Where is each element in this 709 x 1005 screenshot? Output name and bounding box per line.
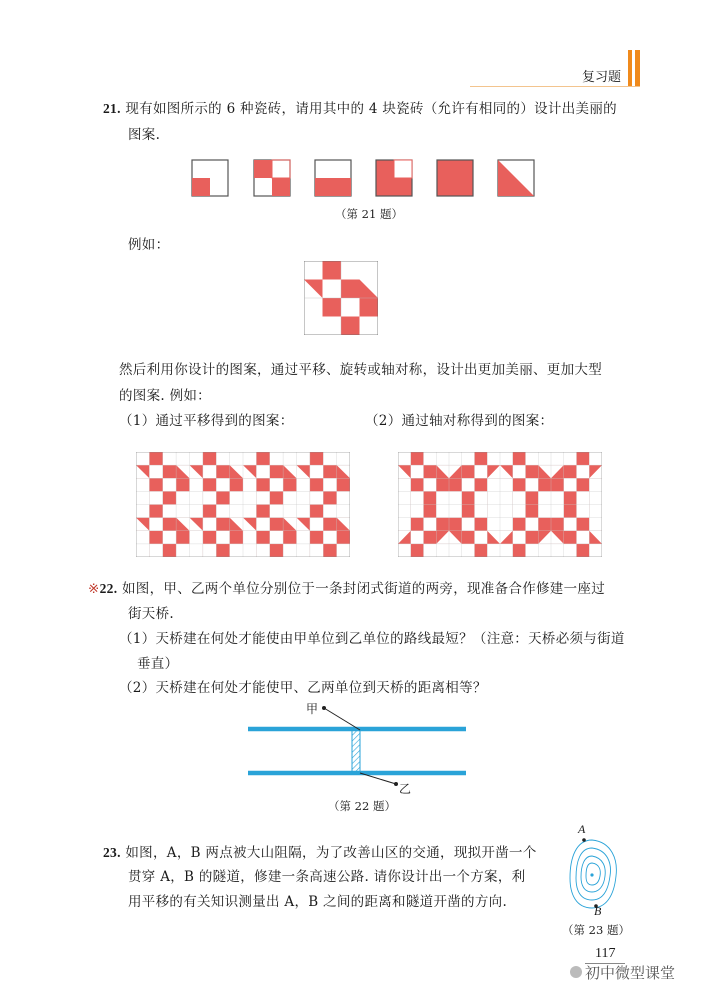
q22-sub1a: （1）天桥建在何处才能使由甲单位到乙单位的路线最短？（注意：天桥必须与街道 — [119, 631, 625, 647]
page-number: 117 — [595, 946, 616, 961]
unit-jia-point — [322, 706, 326, 710]
q23-line1 — [103, 842, 537, 864]
q22-number: 22. — [99, 581, 118, 596]
q22-line1 — [88, 578, 605, 600]
watermark-icon — [570, 966, 582, 978]
q21-caption: （第 21 题） — [335, 207, 403, 221]
q21-text3: 然后利用你设计的图案，通过平移、旋转或轴对称，设计出更加美丽、更加大型 — [119, 362, 602, 378]
translation-pattern — [136, 452, 350, 557]
label-a: A — [578, 822, 586, 836]
reflection-pattern — [398, 452, 602, 557]
tile-5 — [437, 160, 473, 196]
q21-sub2: （2）通过轴对称得到的图案： — [365, 413, 554, 429]
q21-number: 21. — [103, 101, 121, 116]
example-label: 例如： — [128, 237, 170, 253]
q22-stem: 如图，甲、乙两个单位分别位于一条封闭式街道的两旁，现准备合作修建一座过 — [122, 581, 605, 597]
q22-line2: 街天桥. — [128, 606, 174, 622]
q21-line2: 图案. — [128, 127, 161, 143]
q23-number: 23. — [103, 845, 121, 860]
q21-sub1: （1）通过平移得到的图案： — [119, 413, 294, 429]
q23-line3: 用平移的有关知识测量出 A，B 之间的距离和隧道开凿的方向. — [128, 894, 508, 910]
unit-yi-point — [394, 782, 398, 786]
header-accent-bar — [628, 50, 632, 86]
q23-line2: 贯穿 A，B 的隧道，修建一条高速公路. 请你设计出一个方案，利 — [128, 869, 526, 885]
label-jia: 甲 — [306, 702, 319, 716]
q23-stem: 如图，A，B 两点被大山阻隔，为了改善山区的交通，现拟开凿一个 — [125, 845, 537, 861]
header-rule — [470, 86, 640, 87]
q22-sub2: （2）天桥建在何处才能使甲、乙两单位到天桥的距离相等？ — [119, 680, 487, 696]
point-a — [582, 838, 586, 842]
section-title: 复习题 — [581, 70, 621, 85]
q23-caption: （第 23 题） — [562, 923, 630, 937]
q21-stem: 现有如图所示的 6 种瓷砖，请用其中的 4 块瓷砖（允许有相同的）设计出美丽的 — [125, 101, 617, 117]
header-accent-bar — [635, 50, 640, 86]
label-b: B — [594, 904, 602, 918]
mountain-contour-figure — [562, 830, 622, 922]
label-yi: 乙 — [399, 782, 412, 796]
tile-set-figure — [190, 158, 540, 200]
overpass-bridge — [352, 729, 360, 773]
q22-figure — [240, 700, 480, 796]
q21-text4: 的图案. 例如： — [119, 388, 211, 404]
q22-star: ※ — [88, 581, 100, 597]
example-pattern — [304, 261, 378, 335]
q22-caption: （第 22 题） — [328, 799, 396, 813]
q21-line1 — [103, 98, 617, 120]
watermark-text: 初中微型课堂 — [585, 964, 676, 982]
q22-sub1b: 垂直） — [137, 656, 179, 672]
